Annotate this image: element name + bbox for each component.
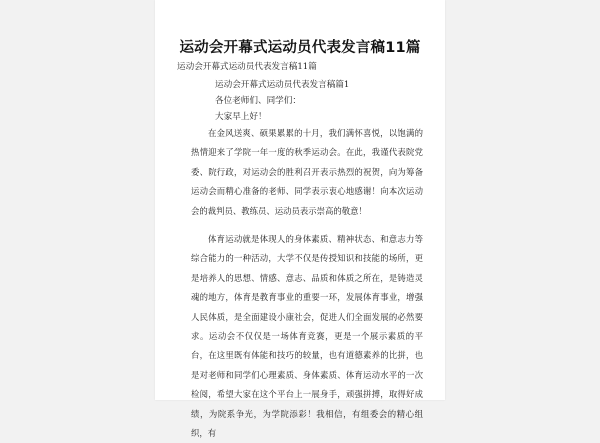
document-page bbox=[155, 0, 445, 439]
greeting: 大家早上好！ bbox=[215, 112, 267, 122]
salutation: 各位老师们、同学们： bbox=[215, 96, 301, 106]
document-title: 运动会开幕式运动员代表发言稿11篇 bbox=[179, 40, 421, 56]
document-subtitle: 运动会开幕式运动员代表发言稿11篇 bbox=[177, 62, 317, 72]
section-heading: 运动会开幕式运动员代表发言稿篇1 bbox=[215, 80, 350, 90]
paragraph-1: 在金风送爽、硕果累累的十月，我们满怀喜悦，以饱满的热情迎来了学院一年一度的秋季运动会。在此，我谨代表院党委、院行政，对运动会的胜利召开表示热烈的祝贺，向为筹备运动会而精心准备的老师、同学表示衷心地感谢！向本次运动会的裁判员、教练员、运动员表示崇高的敬意！ bbox=[191, 128, 423, 216]
paragraph-2: 体育运动就是体现人的身体素质、精神状态、和意志力等综合能力的一种活动，大学不仅是传授知识和技能的场所，更是培养人的思想、情感、意志、品质和体质之所在，是铸造灵魂的地方，体育是教育事业的重要一环，发展体育事业，增强人民体质，是全面建设小康社会，促进人们全面发展的必然要求。运动会不仅仅是一场体育竞赛，更是一个展示素质的平台，在这里既有体能和技巧的较量，也有道德素养的比拼，也是对老师和同学们心理素质、身体素质、体育运动水平的一次检阅，希望大家在这个平台上一展身手，顽强拼搏，取得好成绩，为院系争光，为学院添彩！我相信，有组委会的精心组织，有 bbox=[191, 234, 423, 439]
